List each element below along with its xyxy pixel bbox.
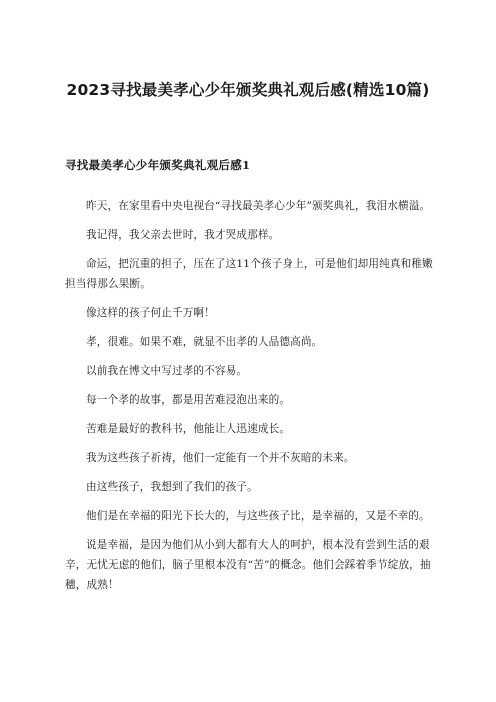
paragraph: 命运，把沉重的担子，压在了这11个孩子身上，可是他们却用纯真和稚嫩担当得那么果断。 xyxy=(65,258,433,290)
paragraph: 我为这些孩子祈祷，他们一定能有一个并不灰暗的未来。 xyxy=(86,452,355,464)
paragraph: 孝，很难。如果不难，就显不出孝的人品德高尚。 xyxy=(86,336,323,348)
paragraph: 每一个孝的故事，都是用苦难浸泡出来的。 xyxy=(86,394,291,406)
paragraph: 他们是在幸福的阳光下长大的，与这些孩子比，是幸福的，又是不幸的。 xyxy=(86,510,430,522)
paragraph: 说是幸福，是因为他们从小到大都有大人的呵护，根本没有尝到生活的艰辛，无忧无虑的他们，脑子里根本没有“苦”的概念。他们会踩着季节绽放，抽穗，成熟！ xyxy=(65,539,431,591)
document-title: 2023寻找最美孝心少年颁奖典礼观后感(精选10篇) xyxy=(66,81,430,99)
paragraph: 苦难是最好的教科书，他能让人迅速成长。 xyxy=(86,423,291,435)
paragraph: 我记得，我父亲去世时，我才哭成那样。 xyxy=(86,229,280,241)
paragraph: 由这些孩子，我想到了我们的孩子。 xyxy=(86,481,258,493)
paragraph: 昨天，在家里看中央电视台“寻找最美孝心少年”颁奖典礼，我泪水横溢。 xyxy=(86,200,431,212)
paragraph: 以前我在博文中写过孝的不容易。 xyxy=(86,365,248,377)
section-heading: 寻找最美孝心少年颁奖典礼观后感1 xyxy=(65,158,251,172)
document-body xyxy=(65,196,440,604)
paragraph: 像这样的孩子何止千万啊！ xyxy=(86,307,215,319)
